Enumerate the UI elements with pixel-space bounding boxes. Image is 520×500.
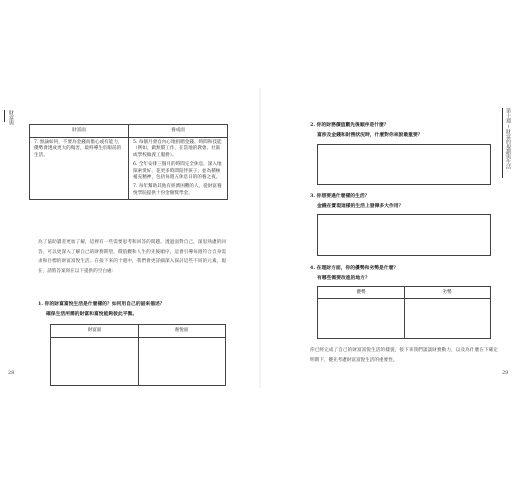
answer-header-wealth: 財富面 [51, 325, 139, 338]
side-rule-right [502, 108, 503, 178]
right-page [262, 88, 514, 388]
cultivation-item: 7. 每年幫助其他有經濟困難的人，從財富養悅學院提供十份金額獎學金。 [133, 184, 222, 196]
financial-goals-table [29, 124, 228, 200]
table-header-wealth: 財富面 [30, 125, 129, 138]
question-3: 3. 你想要過什麼樣的生活？ [310, 193, 370, 199]
question-2-sub: 富涉及金錢和財務狀況時，什麼對你來說最重要？ [317, 132, 423, 138]
closing-paragraph: 你已經完成了自己的財富富悅生活的樣貌，接下來我們談談財務動力，以及為什麼在下確定明期下，優先考慮財富富悅生活的重要性。 [310, 348, 498, 363]
weaknesses-header: 劣勢 [404, 287, 490, 299]
question-4: 4. 在理財方面，你的優勢和劣勢是什麼？ [310, 265, 399, 271]
cultivation-item: 6. 全年安排三個月的時間完全休息，深入地探索愛好，花更多時間陪伴孩子，並為積極補充精神，包括每週五休息日的的養之夜。 [133, 162, 222, 181]
question-4-sub: 有哪些需要改進的地方？ [317, 275, 370, 281]
wealth-item: 7. 無論如何，不要為金錢而擔心或有能力，優勢會透成更大的傷害，最終導生於眼前的生活。 [34, 140, 123, 158]
left-page [6, 88, 258, 388]
strengths-header: 優勢 [318, 287, 405, 299]
answer-box-q2[interactable] [317, 144, 491, 185]
answer-box-q1[interactable] [50, 324, 226, 386]
wealth-column [30, 138, 129, 200]
answer-box-q3[interactable] [317, 214, 491, 256]
cultivation-item: 5. 每個月發自內心地捐贈金錢、時間和技能（例如，做無償工作，在當地的教會、社區或學校做義工服務）。 [133, 140, 222, 158]
table-header-cultivation: 養成面 [129, 125, 228, 138]
side-rule-left [4, 110, 5, 122]
intro-paragraph: 為了協助讀者更加了解，這裡有一些需要思考和回答的問題。透過面對自己，深思熟慮的回答，可以更深入了解自己的財務期望，價值觀和人生的先後順序，這會引導每週符合自身需求和目標的財富富悅生活。在接下來的十週中，我們會更詳細深入探討這些不同的元素，現在，請將答案寫在以下提供的空白處： [38, 240, 226, 274]
left-side-tab: 財富與 [8, 110, 14, 125]
cultivation-column [129, 138, 228, 200]
question-1: 1. 你的財富富悅生活是什麼樣的？如何用自己的話來描述？ [38, 301, 165, 307]
page-number-right: 29 [502, 370, 509, 376]
answer-divider [138, 337, 139, 385]
strengths-divider [404, 298, 405, 338]
right-side-tab: 第十週 ─ 財富的規劃與生活 [505, 108, 511, 170]
question-1-sub: 確保生活所需的財富和富悅能夠彼此平衡。 [46, 311, 138, 317]
answer-header-joy: 養悅面 [138, 325, 225, 338]
question-2: 2. 你的財務價值觀先後順序是什麼？ [310, 122, 389, 128]
page-number-left: 28 [8, 370, 15, 376]
question-3-sub: 金錢在實現這樣的生活上發揮多大作用？ [317, 203, 404, 209]
strengths-weaknesses-box[interactable] [317, 286, 491, 339]
book-gutter [259, 88, 261, 388]
